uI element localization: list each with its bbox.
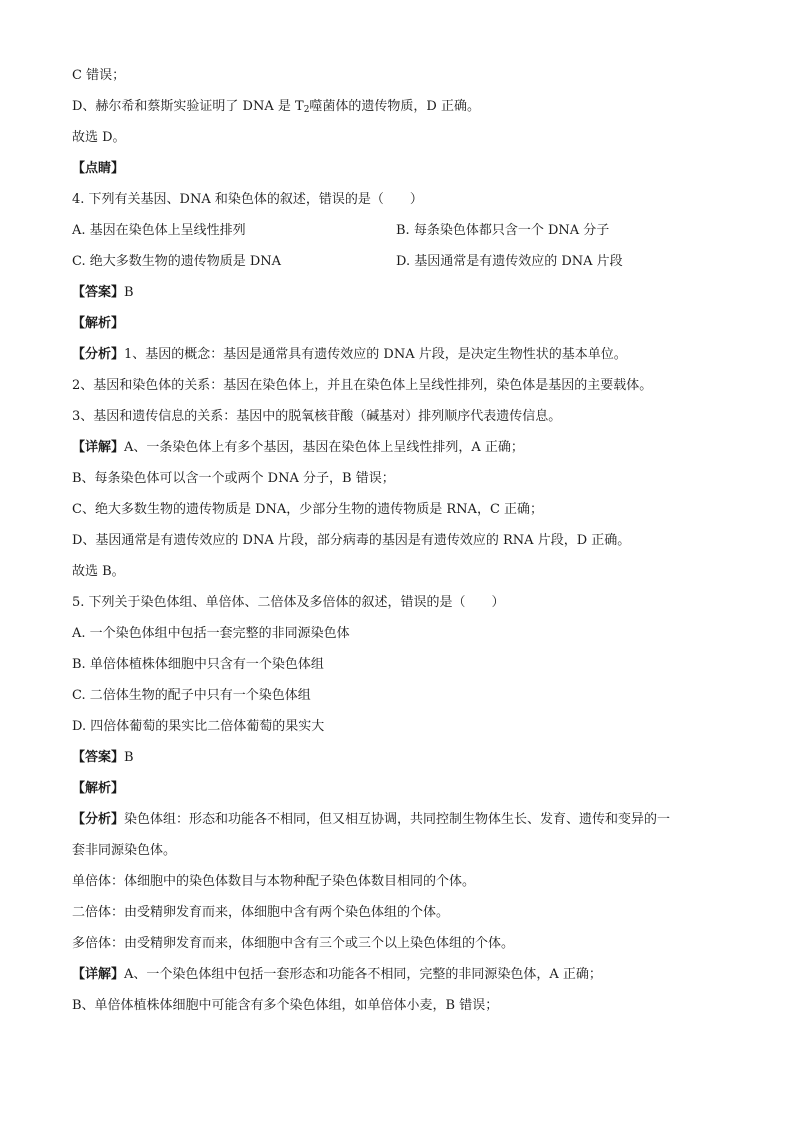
text-line: 多倍体：由受精卵发育而来，体细胞中含有三个或三个以上染色体组的个体。 <box>72 936 515 951</box>
option-b: B. 每条染色体都只含一个 DNA 分子 <box>396 223 610 238</box>
answer-tag: 【答案】 <box>72 285 125 300</box>
option-c: C. 二倍体生物的配子中只有一个染色体组 <box>72 688 311 703</box>
analysis-tag: 【解析】 <box>72 316 125 331</box>
fenxi-text: 染色体组：形态和功能各不相同，但又相互协调，共同控制生物体生长、发育、遗传和变异的一 <box>124 812 671 827</box>
option-a: A. 基因在染色体上呈线性排列 <box>72 223 246 238</box>
fenxi-line <box>72 804 732 835</box>
text-line: C、绝大多数生物的遗传物质是 DNA，少部分生物的遗传物质是 RNA，C 正确； <box>72 502 544 517</box>
text-line: B、每条染色体可以含一个或两个 DNA 分子，B 错误； <box>72 471 395 486</box>
fenxi-tag: 【分析】 <box>72 812 125 827</box>
section-tag-dianjing: 【点睛】 <box>72 161 125 176</box>
text-span: D、赫尔希和蔡斯实验证明了 DNA 是 T <box>72 99 304 114</box>
question-4-stem: 4. 下列有关基因、DNA 和染色体的叙述，错误的是（ ） <box>72 192 423 207</box>
text-line: 二倍体：由受精卵发育而来，体细胞中含有两个染色体组的个体。 <box>72 905 450 920</box>
text-line: 单倍体：体细胞中的染色体数目与本物种配子染色体数目相同的个体。 <box>72 874 476 889</box>
text-span: 噬菌体的遗传物质，D 正确。 <box>309 99 480 114</box>
question-4-options-row2 <box>72 246 732 277</box>
text-line: B、单倍体植株体细胞中可能含有多个染色体组，如单倍体小麦，B 错误； <box>72 998 499 1013</box>
text-line: 3、基因和遗传信息的关系：基因中的脱氧核苷酸（碱基对）排列顺序代表遗传信息。 <box>72 409 562 424</box>
answer-value: B <box>124 750 134 765</box>
answer-value: B <box>124 285 134 300</box>
question-5-stem: 5. 下列关于染色体组、单倍体、二倍体及多倍体的叙述，错误的是（ ） <box>72 595 505 610</box>
subscript: 2 <box>303 105 310 115</box>
xiangjie-tag: 【详解】 <box>72 967 125 982</box>
question-4-options-row1 <box>72 215 732 246</box>
text-line: 套非同源染色体。 <box>72 843 177 858</box>
text-line: 故选 B。 <box>72 564 125 579</box>
xiangjie-text: A、一条染色体上有多个基因，基因在染色体上呈线性排列，A 正确； <box>124 440 524 455</box>
text-line: D、基因通常是有遗传效应的 DNA 片段，部分病毒的基因是有遗传效应的 RNA 片段，D 正确。 <box>72 533 631 548</box>
answer-line <box>72 742 732 773</box>
xiangjie-line <box>72 432 732 463</box>
fenxi-tag: 【分析】 <box>72 347 125 362</box>
xiangjie-tag: 【详解】 <box>72 440 125 455</box>
text-line <box>72 91 732 122</box>
analysis-tag: 【解析】 <box>72 781 125 796</box>
option-b: B. 单倍体植株体细胞中只含有一个染色体组 <box>72 657 324 672</box>
answer-line <box>72 277 732 308</box>
xiangjie-text: A、一个染色体组中包括一套形态和功能各不相同，完整的非同源染色体，A 正确； <box>124 967 602 982</box>
document-page <box>72 60 732 1021</box>
text-line: 2、基因和染色体的关系：基因在染色体上，并且在染色体上呈线性排列，染色体是基因的主要载体。 <box>72 378 653 393</box>
option-d: D. 基因通常是有遗传效应的 DNA 片段 <box>396 254 623 269</box>
answer-tag: 【答案】 <box>72 750 125 765</box>
xiangjie-line <box>72 959 732 990</box>
text-line: 故选 D。 <box>72 130 126 145</box>
option-c: C. 绝大多数生物的遗传物质是 DNA <box>72 254 282 269</box>
text-line: C 错误； <box>72 68 126 83</box>
option-d: D. 四倍体葡萄的果实比二倍体葡萄的果实大 <box>72 719 325 734</box>
option-a: A. 一个染色体组中包括一套完整的非同源染色体 <box>72 626 350 641</box>
fenxi-line <box>72 339 732 370</box>
fenxi-text: 1、基因的概念：基因是通常具有遗传效应的 DNA 片段，是决定生物性状的基本单位。 <box>124 347 627 362</box>
